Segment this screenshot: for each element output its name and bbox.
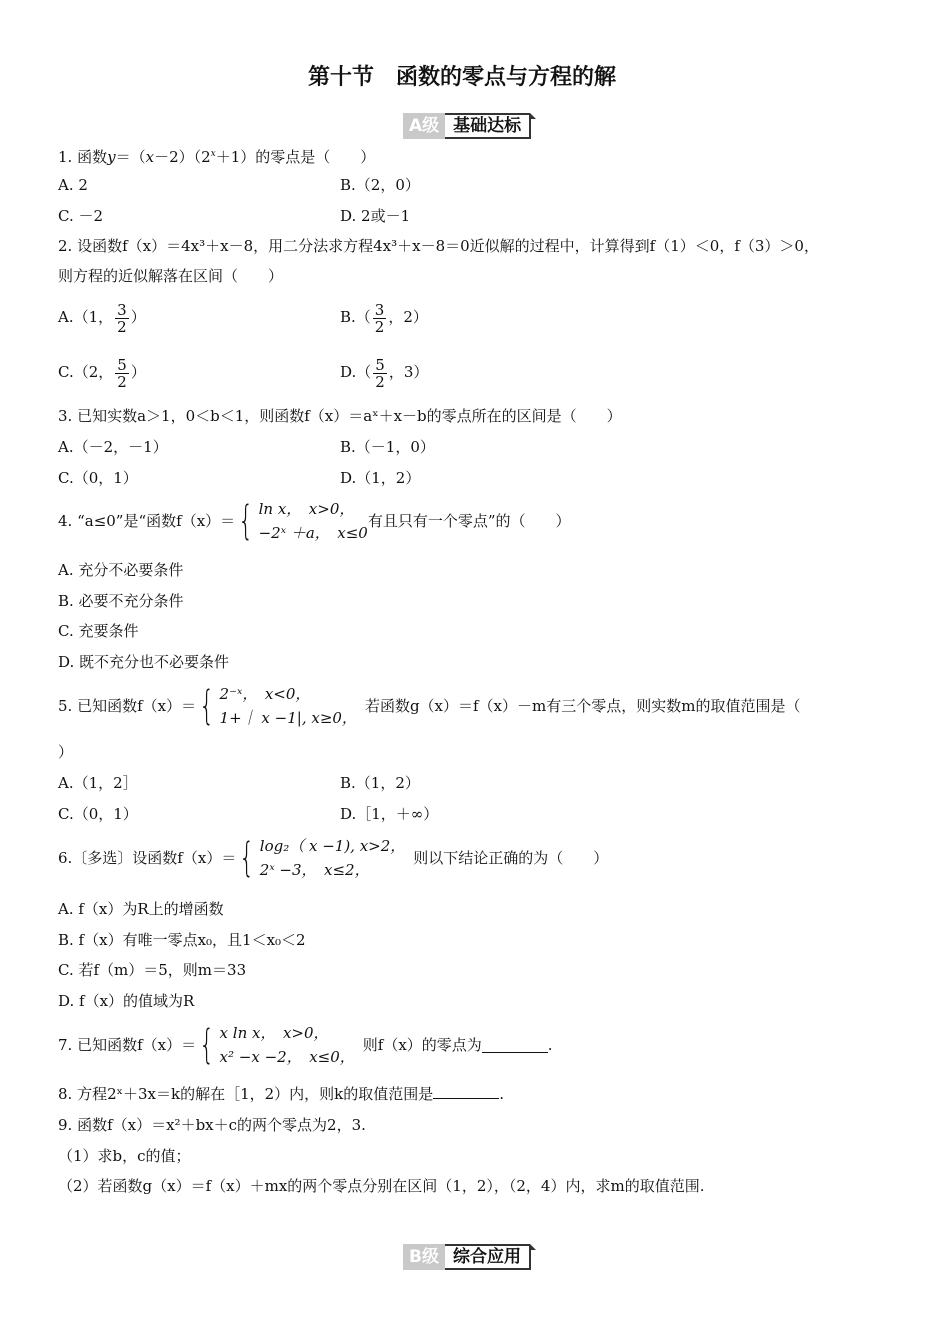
q2-a-text: A.（1，	[58, 308, 114, 326]
q4-option-c: C. 充要条件	[58, 622, 139, 640]
q8-text: 8. 方程2ˣ＋3x＝k的解在［1，2）内，则k的取值范围是	[58, 1085, 434, 1103]
q2-b-text: ，2）	[388, 308, 428, 326]
q1-option-c: C. －2	[58, 207, 104, 225]
q5-option-b: B.（1，2）	[340, 774, 420, 792]
question-9-stem: 9. 函数f（x）＝x²＋bx＋c的两个零点为2，3.	[58, 1116, 366, 1134]
case-2: x² −x −2， x≤0，	[219, 1048, 355, 1066]
piecewise-cases	[259, 497, 368, 545]
q5-option-c: C.（0，1）	[58, 805, 138, 823]
q2-option-b	[340, 298, 428, 336]
q2-d-text: D.（	[340, 363, 372, 381]
case-2: 1+｜ x −1|, x≥0，	[219, 709, 357, 727]
denominator: 2	[375, 372, 385, 391]
q7-line	[58, 1021, 553, 1069]
q6-option-c: C. 若f（m）＝5，则m＝33	[58, 961, 247, 979]
q9-part-1: （1）求b，c的值；	[58, 1147, 191, 1165]
answer-blank[interactable]	[482, 1038, 548, 1053]
numerator: 3	[117, 300, 127, 319]
left-brace: {	[239, 835, 255, 881]
q4-line	[58, 497, 571, 545]
q6-option-d: D. f（x）的值域为R	[58, 992, 195, 1010]
q1-option-b: B.（2，0）	[340, 176, 420, 194]
q2-b-text: B.（	[340, 308, 371, 326]
question-4-stem	[58, 497, 571, 549]
q7-text: 7. 已知函数f（x）＝	[58, 1036, 197, 1054]
case-2: 2ˣ −3， x≤2，	[259, 861, 370, 879]
q2-c-text: C.（2，	[58, 363, 114, 381]
q5-option-a: A.（1，2］	[58, 774, 138, 792]
q4-option-d: D. 既不充分也不必要条件	[58, 653, 230, 671]
piecewise-cases	[260, 834, 406, 882]
q6-option-b: B. f（x）有唯一零点x₀，且1＜x₀＜2	[58, 931, 306, 949]
page-title: 第十节 函数的零点与方程的解	[308, 65, 617, 90]
badge-name: 基础达标	[445, 113, 531, 139]
q2-a-text: ）	[130, 308, 146, 326]
fraction	[115, 357, 129, 390]
q3-option-b: B.（－1，0）	[340, 438, 435, 456]
badge-level: A级	[403, 113, 445, 139]
q1-var-y: y	[107, 148, 116, 166]
case-1: log₂（ x −1), x>2，	[259, 837, 406, 855]
case-1: 2⁻ˣ， x<0，	[219, 685, 311, 703]
question-1-stem	[58, 144, 375, 167]
numerator: 3	[374, 300, 385, 319]
q9-part-2: （2）若函数g（x）＝f（x）＋mx的两个零点分别在区间（1，2），（2，4）内，求m的取值范围.	[58, 1177, 705, 1195]
fraction	[373, 357, 387, 390]
q1-option-a: A. 2	[58, 176, 88, 194]
q6-line	[58, 834, 608, 882]
level-b-badge	[403, 1244, 531, 1270]
denominator: 2	[117, 372, 127, 391]
case-1: x ln x， x>0，	[219, 1024, 329, 1042]
q1-text: ＝（	[115, 148, 146, 166]
question-6-stem	[58, 834, 608, 886]
q2-option-d	[340, 353, 428, 391]
question-5-stem-cont: ）	[58, 743, 74, 761]
left-brace: {	[238, 498, 254, 544]
question-2-stem: 2. 设函数f（x）＝4x³＋x－8，用二分法求方程4x³＋x－8＝0近似解的过程中，计算得到f（1）＜0，f（3）＞0，	[58, 237, 819, 255]
q5-text: 若函数g（x）＝f（x）－m有三个零点，则实数m的取值范围是（	[364, 697, 801, 715]
numerator: 5	[117, 355, 127, 374]
answer-blank[interactable]	[433, 1084, 499, 1099]
q4-option-b: B. 必要不充分条件	[58, 592, 184, 610]
q7-text: 则f（x）的零点为	[362, 1036, 482, 1054]
q5-line	[58, 682, 800, 730]
q2-d-text: ，3）	[388, 363, 429, 381]
q3-option-c: C.（0，1）	[58, 469, 138, 487]
q2-option-c	[58, 353, 146, 391]
q1-text: 1. 函数	[58, 148, 108, 166]
q5-text: 5. 已知函数f（x）＝	[58, 697, 197, 715]
q6-text: 6.〔多选〕设函数f（x）＝	[58, 849, 237, 867]
numerator: 5	[375, 355, 385, 374]
q2-c-text: ）	[130, 363, 146, 381]
q5-option-d: D.［1，＋∞）	[340, 805, 439, 823]
q4-text: 4. “a≤0”是“函数f（x）＝	[58, 512, 236, 530]
question-7-stem	[58, 1021, 553, 1073]
q3-option-a: A.（－2，－1）	[58, 438, 168, 456]
badge-level: B级	[403, 1244, 445, 1270]
case-1: ln x， x>0，	[258, 500, 355, 518]
q3-option-d: D.（1，2）	[340, 469, 421, 487]
q1-var-x: x	[145, 148, 155, 166]
piecewise-cases	[220, 682, 357, 730]
question-3-stem: 3. 已知实数a＞1，0＜b＜1，则函数f（x）＝aˣ＋x－b的零点所在的区间是（ ）	[58, 407, 622, 425]
q1-option-d: D. 2或－1	[340, 207, 411, 225]
q8-text: .	[499, 1085, 505, 1103]
q7-text: .	[547, 1036, 553, 1054]
question-8-stem	[58, 1084, 504, 1104]
denominator: 2	[374, 317, 385, 336]
q2-option-a	[58, 298, 146, 336]
q6-text: 则以下结论正确的为（ ）	[413, 849, 609, 867]
q1-exp: x	[210, 149, 216, 159]
q1-text: ＋1）的零点是（ ）	[215, 148, 376, 166]
q1-text: －2）（2	[154, 148, 211, 166]
q6-option-a: A. f（x）为R上的增函数	[58, 900, 224, 918]
question-2-stem-cont: 则方程的近似解落在区间（ ）	[58, 267, 284, 285]
question-5-stem	[58, 682, 800, 734]
left-brace: {	[199, 683, 215, 729]
fraction	[373, 302, 387, 335]
level-a-badge	[403, 113, 531, 139]
q4-option-a: A. 充分不必要条件	[58, 561, 184, 579]
badge-name: 综合应用	[445, 1244, 531, 1270]
case-2: −2ˣ ＋a， x≤0	[258, 524, 368, 542]
q4-text: 有且只有一个零点”的（ ）	[367, 512, 571, 530]
left-brace: {	[199, 1022, 215, 1068]
fraction	[115, 302, 129, 335]
piecewise-cases	[220, 1021, 355, 1069]
denominator: 2	[117, 317, 127, 336]
